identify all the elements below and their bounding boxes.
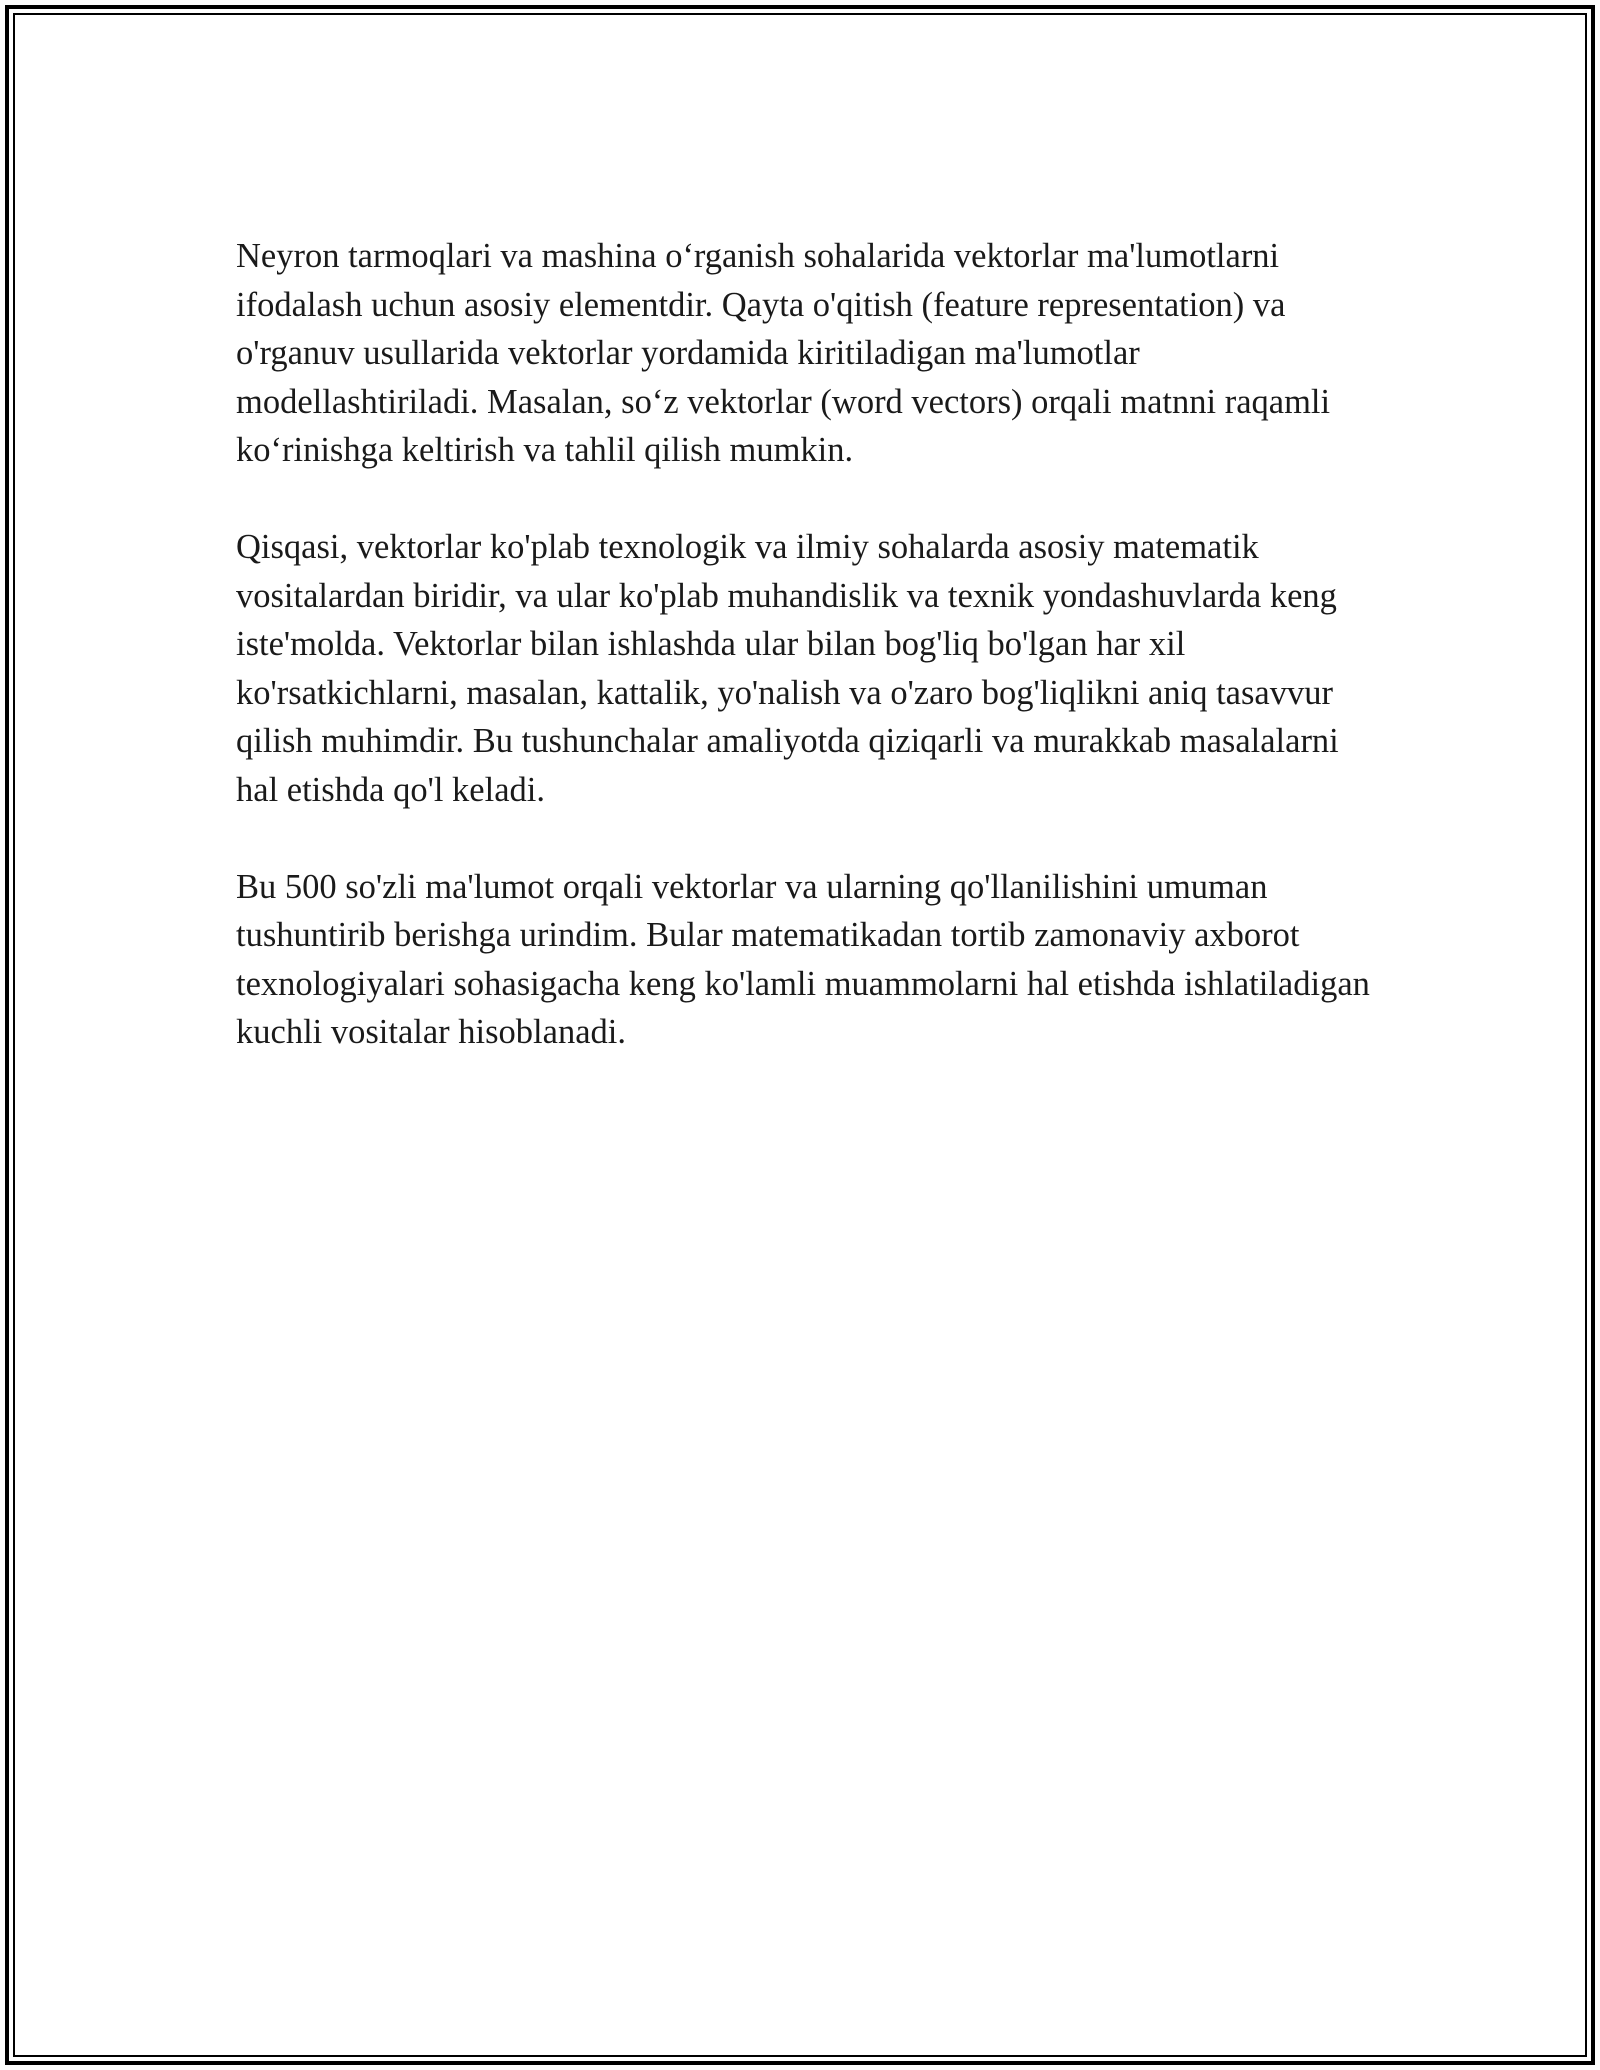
document-body	[236, 232, 1386, 1057]
paragraph-conclusion: Bu 500 so'zli ma'lumot orqali vektorlar va ularning qo'llanilishini umuman tushuntirib berishga urindim. Bular matematikadan tortib zamonaviy axborot texnologiyalari sohasigacha keng ko'lamli muammolarni hal etishda ishlatiladigan kuchli vositalar hisoblanadi.	[236, 867, 1370, 1051]
paragraph-neural-networks: Neyron tarmoqlari va mashina o‘rganish sohalarida vektorlar ma'lumotlarni ifodalash uchun asosiy elementdir. Qayta o'qitish (feature representation) va o'rganuv usullarida vektorlar yordamida kiritiladigan ma'lumotlar modellashtiriladi. Masalan, so‘z vektorlar (word vectors) orqali matnni raqamli ko‘rinishga keltirish va tahlil qilish mumkin.	[236, 237, 1331, 469]
paragraph-summary: Qisqasi, vektorlar ko'plab texnologik va ilmiy sohalarda asosiy matematik vositalardan biridir, va ular ko'plab muhandislik va texnik yondashuvlarda keng iste'molda. Vektorlar bilan ishlashda ular bilan bog'liq bo'lgan har xil ko'rsatkichlarni, masalan, kattalik, yo'nalish va o'zaro bog'liqlikni aniq tasavvur qilish muhimdir. Bu tushunchalar amaliyotda qiziqarli va murakkab masalalarni hal etishda qo'l keladi.	[236, 528, 1339, 809]
